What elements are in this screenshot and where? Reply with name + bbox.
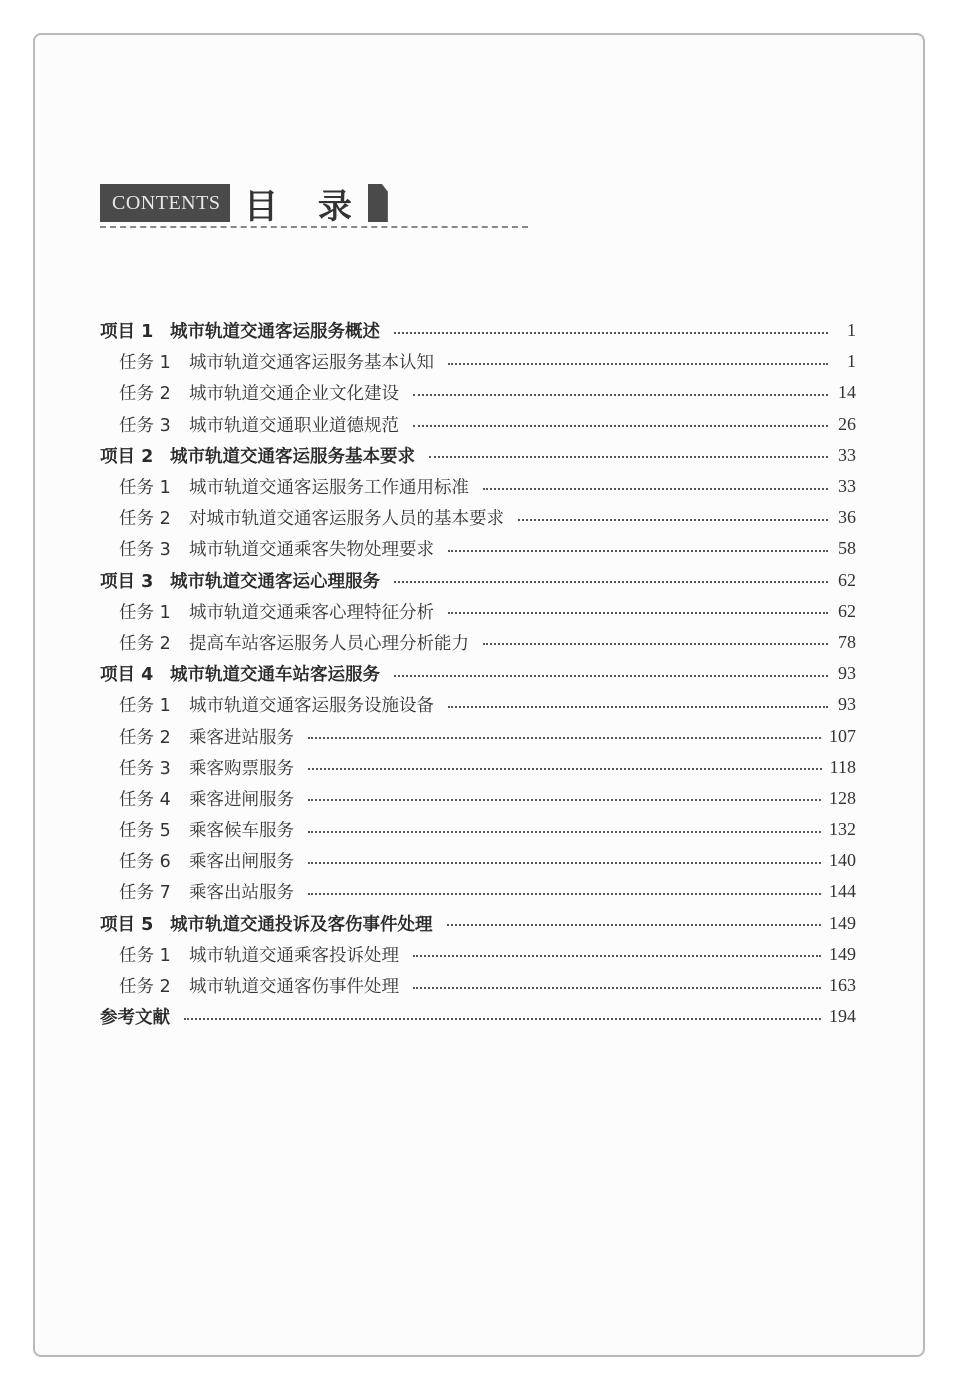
entry-title: 乘客进闸服务 [189,789,294,810]
entry-number: 任务 5 [119,821,171,842]
toc-title: 目 录 [244,186,366,227]
leader-dots [413,394,828,396]
leader-dots [448,612,828,614]
entry-title: 城市轨道交通客运服务概述 [170,322,380,343]
entry-title: 城市轨道交通客伤事件处理 [189,977,399,998]
leader-dots [308,768,822,770]
entry-page: 62 [838,569,856,590]
toc-entry[interactable] [100,939,856,970]
toc-entry[interactable] [100,689,856,720]
entry-number: 任务 2 [119,384,171,405]
entry-number: 任务 2 [119,633,171,654]
entry-number: 项目 2 [100,446,154,467]
leader-dots [394,581,828,583]
leader-dots [394,675,828,677]
toc-entry[interactable] [100,814,856,845]
leader-dots [448,706,828,708]
entry-page: 132 [829,819,856,840]
entry-number: 任务 6 [119,852,171,873]
leader-dots [394,332,828,334]
toc-entry[interactable] [100,533,856,564]
entry-page: 26 [838,413,856,434]
entry-page: 149 [829,943,856,964]
entry-title: 城市轨道交通职业道德规范 [189,415,399,436]
leader-dots [308,799,821,801]
entry-title: 城市轨道交通客运服务设施设备 [189,696,434,717]
toc-entry[interactable] [100,346,856,377]
leader-dots [448,550,828,552]
table-of-contents [100,315,856,1032]
entry-page: 62 [838,600,856,621]
toc-entry[interactable] [100,970,856,1001]
leader-dots [447,924,822,926]
entry-page: 144 [829,881,856,902]
entry-page: 78 [838,631,856,652]
toc-entry[interactable] [100,876,856,907]
toc-entry[interactable] [100,377,856,408]
toc-entry[interactable] [100,471,856,502]
entry-title: 提高车站客运服务人员心理分析能力 [189,633,469,654]
entry-number: 任务 3 [119,415,171,436]
entry-number: 任务 7 [119,883,171,904]
entry-number: 任务 1 [119,353,171,374]
leader-dots [413,425,828,427]
contents-label: CONTENTS [100,184,230,222]
header-divider [100,226,528,228]
header-tab-decoration [368,184,388,222]
toc-entry[interactable] [100,783,856,814]
entry-page: 93 [838,663,856,684]
entry-number: 任务 1 [119,602,171,623]
entry-page: 33 [838,444,856,465]
toc-entry[interactable] [100,658,856,689]
entry-number: 任务 2 [119,977,171,998]
entry-page: 33 [838,476,856,497]
entry-page: 58 [838,538,856,559]
toc-entry[interactable] [100,565,856,596]
entry-number: 项目 5 [100,914,154,935]
entry-title: 城市轨道交通车站客运服务 [170,665,380,686]
entry-page: 140 [829,850,856,871]
entry-title: 城市轨道交通乘客失物处理要求 [189,540,434,561]
leader-dots [308,831,821,833]
entry-title: 城市轨道交通客运服务基本要求 [170,446,415,467]
entry-number: 任务 2 [119,509,171,530]
entry-number: 任务 1 [119,945,171,966]
entry-title: 乘客候车服务 [189,821,294,842]
toc-entry[interactable] [100,502,856,533]
entry-title: 对城市轨道交通客运服务人员的基本要求 [189,509,504,530]
entry-title: 城市轨道交通客运服务工作通用标准 [189,478,469,499]
toc-header [100,184,388,227]
entry-page: 128 [829,787,856,808]
leader-dots [308,893,821,895]
entry-title: 城市轨道交通企业文化建设 [189,384,399,405]
entry-page: 14 [838,382,856,403]
toc-entry[interactable] [100,908,856,939]
entry-title: 乘客出站服务 [189,883,294,904]
entry-title: 城市轨道交通乘客投诉处理 [189,945,399,966]
entry-title: 城市轨道交通乘客心理特征分析 [189,602,434,623]
toc-entry[interactable] [100,720,856,751]
toc-entry[interactable] [100,1001,856,1032]
entry-title: 乘客购票服务 [189,758,294,779]
entry-number: 任务 3 [119,540,171,561]
entry-page: 36 [838,507,856,528]
entry-title: 乘客出闸服务 [189,852,294,873]
leader-dots [448,363,828,365]
toc-entry[interactable] [100,440,856,471]
entry-page: 1 [847,320,856,341]
leader-dots [308,862,821,864]
leader-dots [413,987,821,989]
entry-page: 163 [829,975,856,996]
leader-dots [308,737,821,739]
entry-page: 194 [829,1006,856,1027]
leader-dots [483,643,828,645]
entry-page: 107 [829,725,856,746]
entry-number: 项目 3 [100,571,154,592]
entry-title: 城市轨道交通客运心理服务 [170,571,380,592]
leader-dots [413,955,821,957]
entry-page: 93 [838,694,856,715]
entry-number: 任务 1 [119,478,171,499]
leader-dots [518,519,828,521]
entry-number: 任务 2 [119,727,171,748]
entry-number: 任务 4 [119,789,171,810]
entry-page: 1 [847,351,856,372]
toc-entry[interactable] [100,315,856,346]
entry-title: 参考文献 [100,1008,170,1029]
entry-page: 149 [829,912,856,933]
entry-number: 任务 3 [119,758,171,779]
entry-number: 项目 4 [100,665,154,686]
entry-page: 118 [829,756,856,777]
toc-entry[interactable] [100,627,856,658]
toc-entry[interactable] [100,752,856,783]
entry-title: 乘客进站服务 [189,727,294,748]
toc-entry[interactable] [100,845,856,876]
entry-number: 项目 1 [100,322,154,343]
toc-entry[interactable] [100,409,856,440]
entry-title: 城市轨道交通客运服务基本认知 [189,353,434,374]
leader-dots [429,456,828,458]
entry-number: 任务 1 [119,696,171,717]
entry-title: 城市轨道交通投诉及客伤事件处理 [170,914,433,935]
leader-dots [483,488,828,490]
leader-dots [184,1018,821,1020]
toc-entry[interactable] [100,596,856,627]
